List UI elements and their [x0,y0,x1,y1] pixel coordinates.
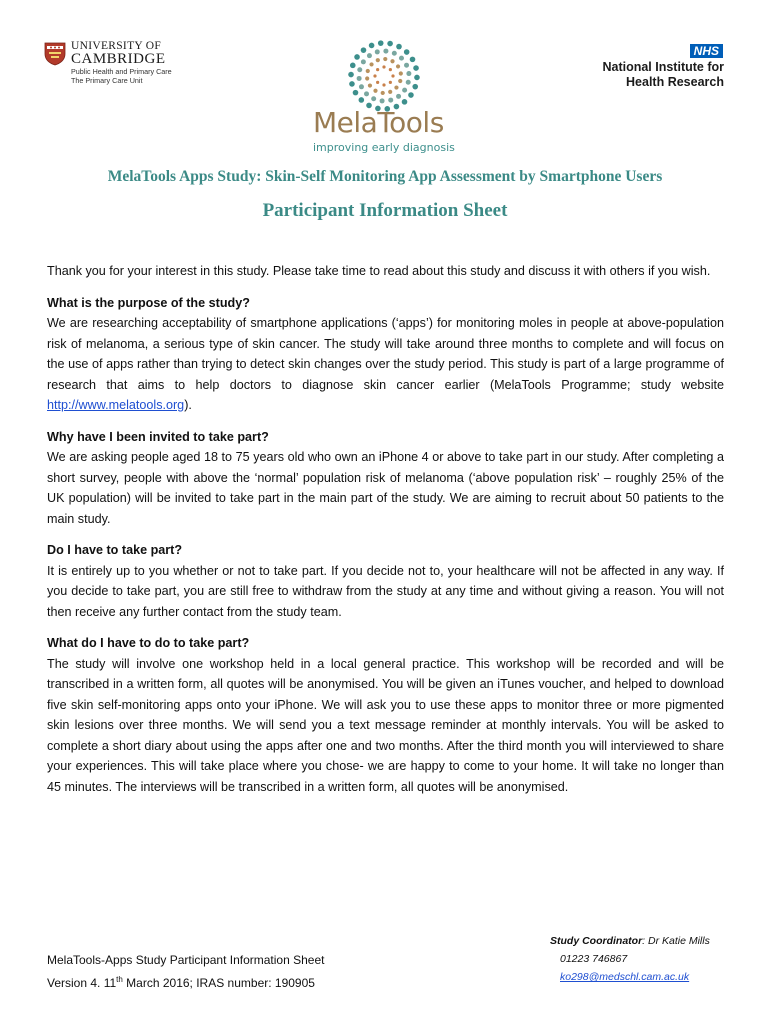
intro-paragraph: Thank you for your interest in this study. Please take time to read about this study and discuss it with others if you wish. [47,264,711,278]
logo-dot [361,59,366,64]
logo-dot [350,63,356,69]
logo-dot [357,76,362,81]
logo-dot [408,92,414,98]
logo-dot [410,57,416,63]
nihr-logo [584,42,724,92]
section-body: The study will involve one workshop held in a local general practice. This workshop will be recorded and will be transcribed in a written form, all quotes will be anonymised. You will be given an iTunes voucher, and helped to download five skin self-monitoring apps onto your iPhone. We will ask you to use these apps to monitor three or more pigmented skin lesions over three months. We will send you a text message reminder at monthly intervals. You will be asked to complete a short diary about using the apps after one and two months. After the third month you will interviewed to share your experiences. This will take place where you chose- we are happy to come to your home. It will take no longer than 45 minutes. The interviews will be transcribed in a written form, all quotes will be anonymised. [47,656,724,794]
logo-dot [396,64,400,68]
logo-dot [406,80,411,85]
logo-dot [364,91,369,96]
cambridge-logo [44,40,194,90]
logo-dot [369,62,373,66]
logo-dot [383,57,387,61]
version-suffix: March 2016; IRAS number: 190905 [122,976,315,990]
logo-dot [366,69,370,73]
logo-dot [376,58,380,62]
melatools-wordmark: MelaTools [313,106,444,139]
logo-dot [398,79,402,83]
logo-dot [359,84,364,89]
section-heading: What is the purpose of the study? [47,295,250,310]
logo-dot [402,88,407,93]
logo-dot [361,47,367,53]
cambridge-sub2: The Primary Care Unit [71,76,143,85]
study-title: MelaTools Apps Study: Skin-Self Monitoring App Assessment by Smartphone Users [107,168,663,185]
section-heading: What do I have to do to take part? [47,636,250,650]
logo-dot [365,76,369,80]
logo-dot [387,41,393,47]
logo-dot [396,44,402,50]
logo-dot [348,72,354,78]
logo-dot [382,83,385,86]
logo-dot [402,99,408,105]
section-heading: Do I have to take part? [47,543,183,557]
section-what-do [47,633,724,797]
logo-dot [376,68,379,71]
logo-dot [380,98,385,103]
logo-dot [399,71,403,75]
document-body [47,261,724,797]
nihr-line2: Health Research [626,75,724,89]
footer-version [47,970,324,993]
logo-dot [383,49,388,54]
logo-dot [349,81,355,87]
footer-doc-info [47,950,324,993]
cambridge-shield-icon [44,42,66,66]
logo-dot [388,98,393,103]
logo-dot [354,54,360,60]
section-body: We are asking people aged 18 to 75 years old who own an iPhone 4 or above to take part in our study. After completing a short survey, people with above the ‘normal’ population risk of melanoma (‘above population risk’ – roughly 25% of the UK population) will be invited to take part in the main part of the study. We are aiming to recruit about 50 patients to the main study. [47,450,724,526]
logo-dot [353,90,359,96]
nhs-badge: NHS [690,44,723,58]
nihr-line1: National Institute for [602,60,724,74]
version-sup: th [116,975,123,984]
purpose-text-end: ). [184,398,192,412]
logo-dot [373,74,376,77]
coordinator-name: : Dr Katie Mills [642,935,710,947]
footer-doc-name: MelaTools-Apps Study Participant Information Sheet [47,953,325,967]
logo-dot [373,89,377,93]
section-purpose [47,293,724,416]
coordinator-line [550,932,710,950]
logo-dot [404,63,409,68]
cambridge-sub1: Public Health and Primary Care [71,67,172,76]
section-invited [47,427,724,530]
cambridge-line1: UNIVERSITY OF [71,40,162,52]
logo-dot [388,90,392,94]
logo-dot [389,81,392,84]
logo-dot [382,65,385,68]
logo-dot [389,68,392,71]
logo-dot [414,75,420,81]
cambridge-line2: CAMBRIDGE [71,51,166,67]
logo-dot [359,97,365,103]
melatools-logo [300,38,470,163]
logo-dot [396,94,401,99]
logo-dot [376,81,379,84]
document-title: Participant Information Sheet [262,200,508,221]
footer-contact [550,932,710,986]
version-prefix: Version 4. 11 [47,976,117,990]
coordinator-phone: 01223 746867 [560,953,628,965]
logo-dot [394,85,398,89]
melatools-tagline: improving early diagnosis [313,141,455,154]
logo-dot [413,65,419,71]
logo-dot [381,91,385,95]
study-website-link[interactable]: http://www.melatools.org [47,398,185,412]
logo-dot [391,74,394,77]
section-body [47,313,724,416]
logo-dot [378,40,384,46]
logo-dot [392,51,397,56]
logo-dot [368,83,372,87]
coordinator-email-link[interactable]: ko298@medschl.cam.ac.uk [560,971,690,983]
section-body: It is entirely up to you whether or not to take part. If you decide not to, your healthcare will not be affected in any way. If you decide to take part, you are still free to withdraw from the study at any time and without giving a reason. You will not then receive any further contact from the study team. [47,563,724,619]
logo-dot [357,67,362,72]
logo-dot [406,71,411,76]
logo-dot [369,43,375,49]
logo-dot [371,96,376,101]
logo-dot [399,56,404,61]
logo-dot [412,84,418,90]
logo-dot [375,49,380,54]
section-heading: Why have I been invited to take part? [47,429,269,444]
purpose-text: We are researching acceptability of smartphone applications (‘apps’) for monitoring moles in people at above-population risk of melanoma, a serious type of skin cancer. The study will take around three months to complete and will focus on the use of apps rather than trying to detect skin changes over the study period. This study is part of a large programme of research that aims to help doctors to diagnose skin cancer earlier (MelaTools Programme; study website [47,316,724,392]
logo-dot [404,49,410,55]
coordinator-label: Study Coordinator [550,935,643,947]
section-have-to [47,540,724,622]
logo-dot [390,59,394,63]
logo-dot [367,53,372,58]
